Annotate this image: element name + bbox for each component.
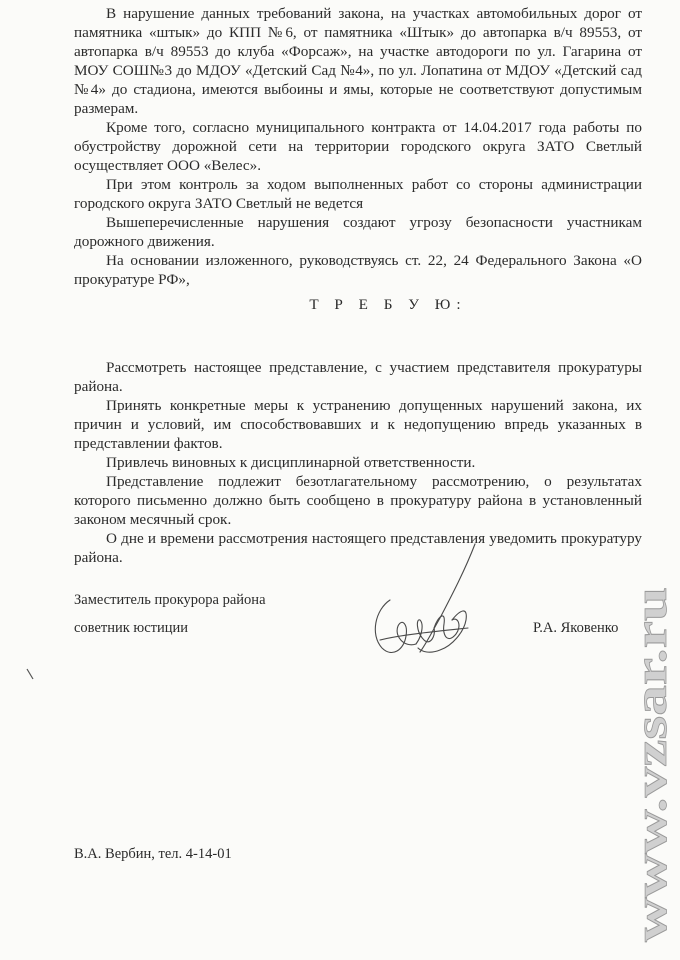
signer-rank: советник юстиции [74,620,189,636]
signer-position: Заместитель прокурора района [74,592,266,608]
watermark-text: www.vzsar.ru [625,675,676,942]
demand-item-4: Представление подлежит безотлагательному рассмотрению, о результатах которого письменно должно быть сообщено в прокуратуру района в установленный законом месячный срок. [74,473,642,528]
demand-item-5: О дне и времени рассмотрения настоящего представления уведомить прокуратуру района. [74,530,642,566]
site-watermark [622,580,680,950]
stray-mark [26,668,34,680]
demand-item-1: Рассмотреть настоящее представление, с участием представителя прокуратуры района. [74,359,642,395]
paragraph-control: При этом контроль за ходом выполненных работ со стороны администрации городского округа ЗАТО Светлый не ведется [74,176,642,212]
demand-heading: Т Р Е Б У Ю: [309,296,467,313]
document-body [74,4,642,567]
demand-item-2: Принять конкретные меры к устранению допущенных нарушений закона, их причин и условий, им способствовавших и к недопущению впредь указанных в представлении фактов. [74,397,642,452]
paragraph-legal-basis: На основании изложенного, руководствуясь ст. 22, 24 Федерального Закона «О прокуратуре РФ», [74,252,642,288]
executor-contact: В.А. Вербин, тел. 4-14-01 [74,846,232,862]
handwritten-signature [360,540,500,670]
paragraph-contract: Кроме того, согласно муниципального контракта от 14.04.2017 года работы по обустройству дорожной сети на территории городского округа ЗАТО Светлый осуществляет ООО «Велес». [74,119,642,174]
paragraph-threat: Вышеперечисленные нарушения создают угрозу безопасности участникам дорожного движения. [74,214,642,250]
signer-name: Р.А. Яковенко [533,620,619,636]
demand-item-3: Привлечь виновных к дисциплинарной ответственности. [106,454,476,471]
paragraph-violations: В нарушение данных требований закона, на участках автомобильных дорог от памятника «штык» до КПП №6, от памятника «Штык» до автопарка в/ч 89553, от автопарка в/ч 89553 до клуба «Форсаж», на участке автодороги по ул. Гагарина от МОУ СОШ№3 до МДОУ «Детский Сад №4», по ул. Лопатина от МДОУ «Детский сад №4» до стадиона, имеются выбоины и ямы, которые не соответствуют допустимым размерам. [74,5,642,117]
